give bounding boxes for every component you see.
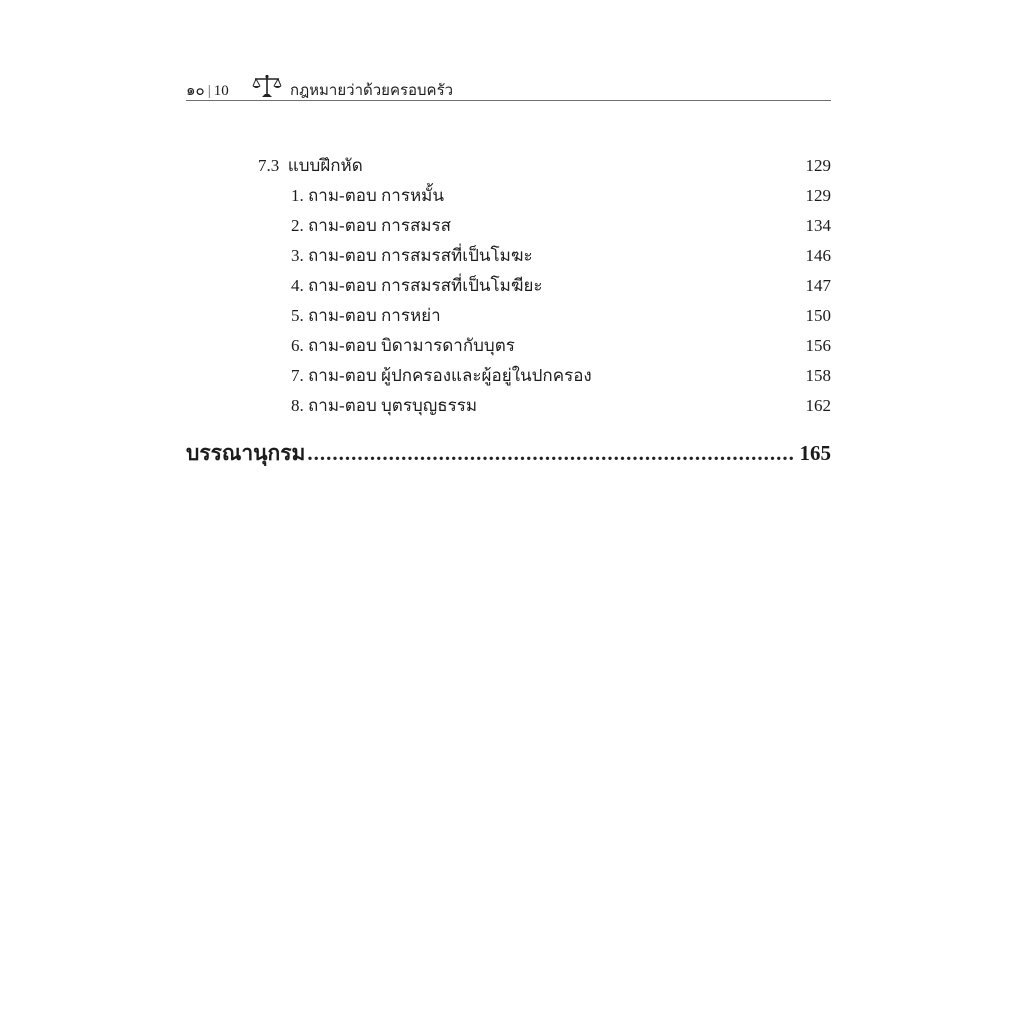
toc-item-row <box>291 334 831 358</box>
page-number-arabic: 10 <box>213 83 229 99</box>
toc-item-page: 134 <box>805 216 831 235</box>
toc-item-page: 158 <box>805 366 831 385</box>
page-number <box>186 78 229 102</box>
toc-section-page: 129 <box>805 156 831 175</box>
toc-section-row <box>258 154 831 178</box>
toc-bibliography-label: บรรณานุกรม <box>186 441 306 465</box>
page-number-separator: | <box>207 83 211 99</box>
toc-item-label: 5. ถาม-ตอบ การหย่า <box>291 306 441 325</box>
toc-item-label: 8. ถาม-ตอบ บุตรบุญธรรม <box>291 396 478 415</box>
toc-item-page: 146 <box>805 246 831 265</box>
toc-item-page: 129 <box>805 186 831 205</box>
book-title: กฎหมายว่าด้วยครอบครัว <box>290 83 454 99</box>
toc-section-label: 7.3 แบบฝึกหัด <box>258 156 363 175</box>
toc-item-row <box>291 364 831 388</box>
toc-item-row <box>291 214 831 238</box>
scales-of-justice-icon <box>252 74 282 98</box>
toc-item-page: 147 <box>805 276 831 295</box>
toc-item-row <box>291 274 831 298</box>
toc-item-page: 150 <box>805 306 831 325</box>
toc-item-row <box>291 394 831 418</box>
toc-item-label: 7. ถาม-ตอบ ผู้ปกครองและผู้อยู่ในปกครอง <box>291 366 592 385</box>
page-number-thai: ๑๐ <box>186 83 205 99</box>
toc-item-label: 4. ถาม-ตอบ การสมรสที่เป็นโมฆียะ <box>291 276 543 295</box>
toc-bibliography-page: 165 <box>799 441 831 465</box>
toc-item-page: 156 <box>805 336 831 355</box>
toc-item-row <box>291 244 831 268</box>
toc-item-row <box>291 304 831 328</box>
toc-item-label: 2. ถาม-ตอบ การสมรส <box>291 216 452 235</box>
dot-leader <box>307 438 793 468</box>
toc-item-row <box>291 184 831 208</box>
running-header <box>186 74 831 101</box>
toc-bibliography-row <box>186 438 831 468</box>
toc-item-label: 1. ถาม-ตอบ การหมั้น <box>291 186 444 205</box>
toc-item-label: 3. ถาม-ตอบ การสมรสที่เป็นโมฆะ <box>291 246 533 265</box>
toc-item-label: 6. ถาม-ตอบ บิดามารดากับบุตร <box>291 336 515 355</box>
toc-item-page: 162 <box>805 396 831 415</box>
